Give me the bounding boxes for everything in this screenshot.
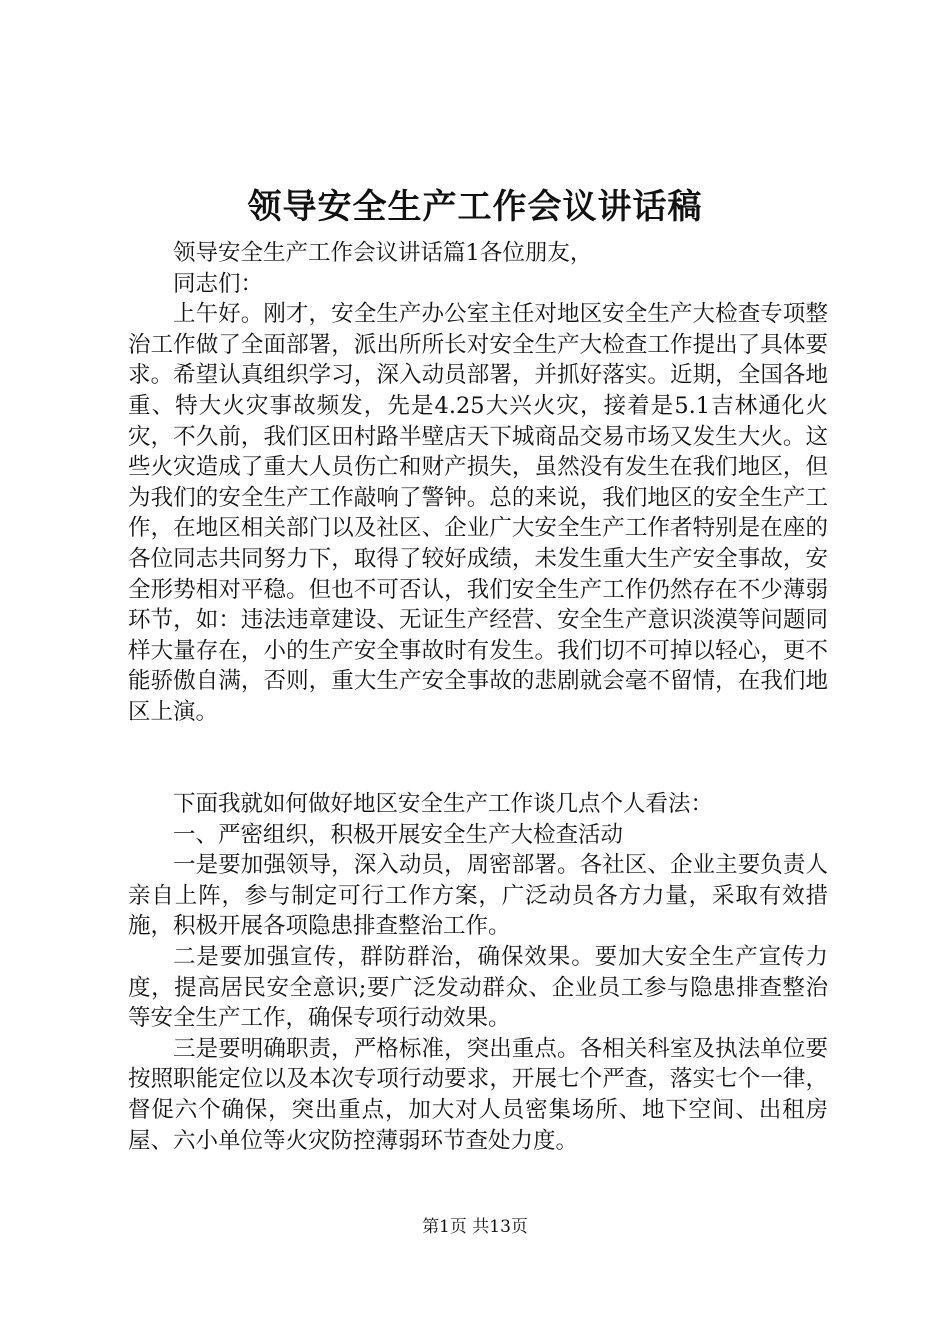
paragraph: 二是要加强宣传，群防群治，确保效果。要加大安全生产宣传力度，提高居民安全意识;要广泛发动群众、企业员工参与隐患排查整治等安全生产工作，确保专项行动效果。: [128, 943, 828, 1032]
paragraph: 三是要明确职责，严格标准，突出重点。各相关科室及执法单位要按照职能定位以及本次专项行动要求，开展七个严查，落实七个一律，督促六个确保，突出重点，加大对人员密集场所、地下空间、出租房屋、六小单位等火灾防控薄弱环节查处力度。: [128, 1035, 828, 1154]
page-number-footer: 第1页 共13页: [422, 1217, 528, 1237]
body-section-views: [128, 789, 828, 1156]
document-title: 领导安全生产工作会议讲话稿: [247, 187, 703, 227]
paragraph: 领导安全生产工作会议讲话篇1各位朋友，: [173, 240, 593, 266]
paragraph: 一是要加强领导，深入动员，周密部署。各社区、企业主要负责人亲自上阵，参与制定可行工作方案，广泛动员各方力量，采取有效措施，积极开展各项隐患排查整治工作。: [128, 852, 828, 940]
body-section-intro: [128, 238, 828, 728]
paragraph: 同志们：: [173, 270, 264, 297]
paragraph: 上午好。刚才，安全生产办公室主任对地区安全生产大检查专项整治工作做了全面部署，派出所所长对安全生产大检查工作提出了具体要求。希望认真组织学习，深入动员部署，并抓好落实。近期，全国各地重、特大火灾事故频发，先是4.25大兴火灾，接着是5.1吉林通化火灾，不久前，我们区田村路半壁店天下城商品交易市场又发生大火。这些火灾造成了重大人员伤亡和财产损失，虽然没有发生在我们地区，但为我们的安全生产工作敲响了警钟。总的来说，我们地区的安全生产工作，在地区相关部门以及社区、企业广大安全生产工作者特别是在座的各位同志共同努力下，取得了较好成绩，未发生重大生产安全事故，安全形势相对平稳。但也不可否认，我们安全生产工作仍然存在不少薄弱环节，如：违法违章建设、无证生产经营、安全生产意识淡漠等问题同样大量存在，小的生产安全事故时有发生。我们切不可掉以轻心，更不能骄傲自满，否则，重大生产安全事故的悲剧就会毫不留情，在我们地区上演。: [128, 301, 828, 725]
paragraph: 下面我就如何做好地区安全生产工作谈几点个人看法：: [173, 791, 714, 817]
section-heading: 一、严密组织，积极开展安全生产大检查活动: [173, 821, 624, 848]
